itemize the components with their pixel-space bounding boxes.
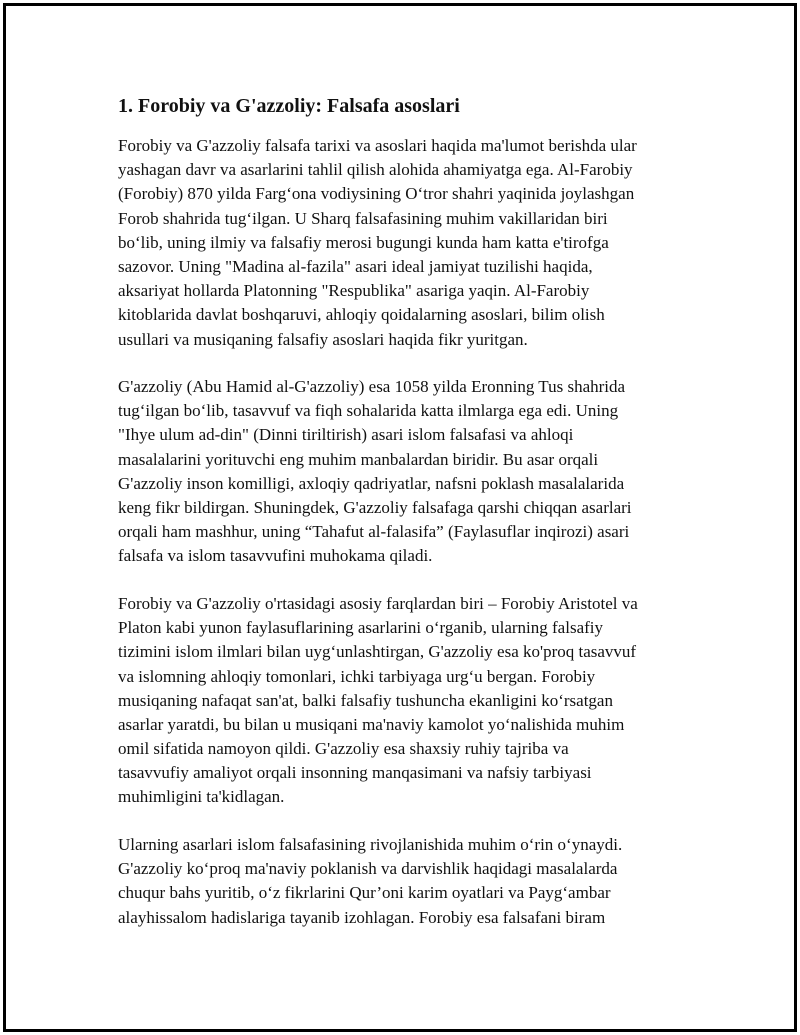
text-line: omil sifatida namoyon qildi. G'azzoliy esa shaxsiy ruhiy tajriba va [118,739,569,759]
text-line: yashagan davr va asarlarini tahlil qilish alohida ahamiyatga ega. Al-Farobiy [118,160,633,180]
text-line: G'azzoliy (Abu Hamid al-G'azzoliy) esa 1058 yilda Eronning Tus shahrida [118,377,626,397]
text-line: "Ihye ulum ad-din" (Dinni tiriltirish) asari islom falsafasi va ahloqi [118,425,574,445]
text-line: sazovor. Uning "Madina al-fazila" asari ideal jamiyat tuzilishi haqida, [118,256,593,276]
paragraph-3 [118,592,758,810]
text-line: G'azzoliy inson komilligi, axloqiy qadriyatlar, nafsni poklash masalalarida [118,473,625,493]
text-line: kitoblarida davlat boshqaruvi, ahloqiy qoidalarning asoslari, bilim olish [118,305,605,325]
text-line: musiqaning nafaqat san'at, balki falsafiy tushuncha ekanligini ko‘rsatgan [118,690,613,710]
text-line: usullari va musiqaning falsafiy asoslari haqida fikr yuritgan. [118,329,528,349]
text-line: G'azzoliy ko‘proq ma'naviy poklanish va darvishlik haqidagi masalalarda [118,859,618,879]
text-line: tizimini islom ilmlari bilan uyg‘unlashtirgan, G'azzoliy esa ko'proq tasavvuf [118,642,637,662]
text-line: Forobiy va G'azzoliy o'rtasidagi asosiy farqlardan biri – Forobiy Aristotel va [118,593,638,613]
text-line: tasavvufiy amaliyot orqali insonning manqasimani va nafsiy tarbiyasi [118,763,592,783]
paragraph-2 [118,375,758,569]
text-line: Platon kabi yunon faylasuflarining asarlarini o‘rganib, ularning falsafiy [118,618,603,638]
document-title: 1. Forobiy va G'azzoliy: Falsafa asoslari [118,95,460,117]
paragraph-1 [118,134,758,352]
text-line: bo‘lib, uning ilmiy va falsafiy merosi bugungi kunda ham katta e'tirofga [118,232,609,252]
document-body [118,92,758,953]
text-line: asarlar yaratdi, bu bilan u musiqani ma'naviy kamolot yo‘nalishida muhim [118,714,625,734]
text-line: muhimligini ta'kidlagan. [118,787,285,807]
text-line: Forob shahrida tug‘ilgan. U Sharq falsafasining muhim vakillaridan biri [118,208,608,228]
text-line: Forobiy va G'azzoliy falsafa tarixi va asoslari haqida ma'lumot berishda ular [118,136,637,155]
text-line: Ularning asarlari islom falsafasining rivojlanishida muhim o‘rin o‘ynaydi. [118,835,623,855]
text-line: masalalarini yorituvchi eng muhim manbalardan biridir. Bu asar orqali [118,449,599,469]
text-line: tug‘ilgan bo‘lib, tasavvuf va fiqh sohalarida katta ilmlarga ega edi. Uning [118,401,619,421]
text-line: chuqur bahs yuritib, o‘z fikrlarini Qur’oni karim oyatlari va Payg‘ambar [118,883,611,903]
paragraph-4 [118,833,758,930]
text-line: (Forobiy) 870 yilda Farg‘ona vodiysining O‘tror shahri yaqinida joylashgan [118,184,635,204]
text-line: va islomning ahloqiy tomonlari, ichki tarbiyaga urg‘u bergan. Forobiy [118,666,596,686]
text-line: keng fikr bildirgan. Shuningdek, G'azzoliy falsafaga qarshi chiqqan asarlari [118,498,632,518]
text-line: orqali ham mashhur, uning “Tahafut al-falasifa” (Faylasuflar inqirozi) asari [118,522,630,542]
text-line: alayhissalom hadislariga tayanib izohlagan. Forobiy esa falsafani biram [118,907,606,927]
text-line: falsafa va islom tasavvufini muhokama qiladi. [118,546,433,566]
text-line: aksariyat hollarda Platonning "Respublika" asariga yaqin. Al-Farobiy [118,281,590,301]
